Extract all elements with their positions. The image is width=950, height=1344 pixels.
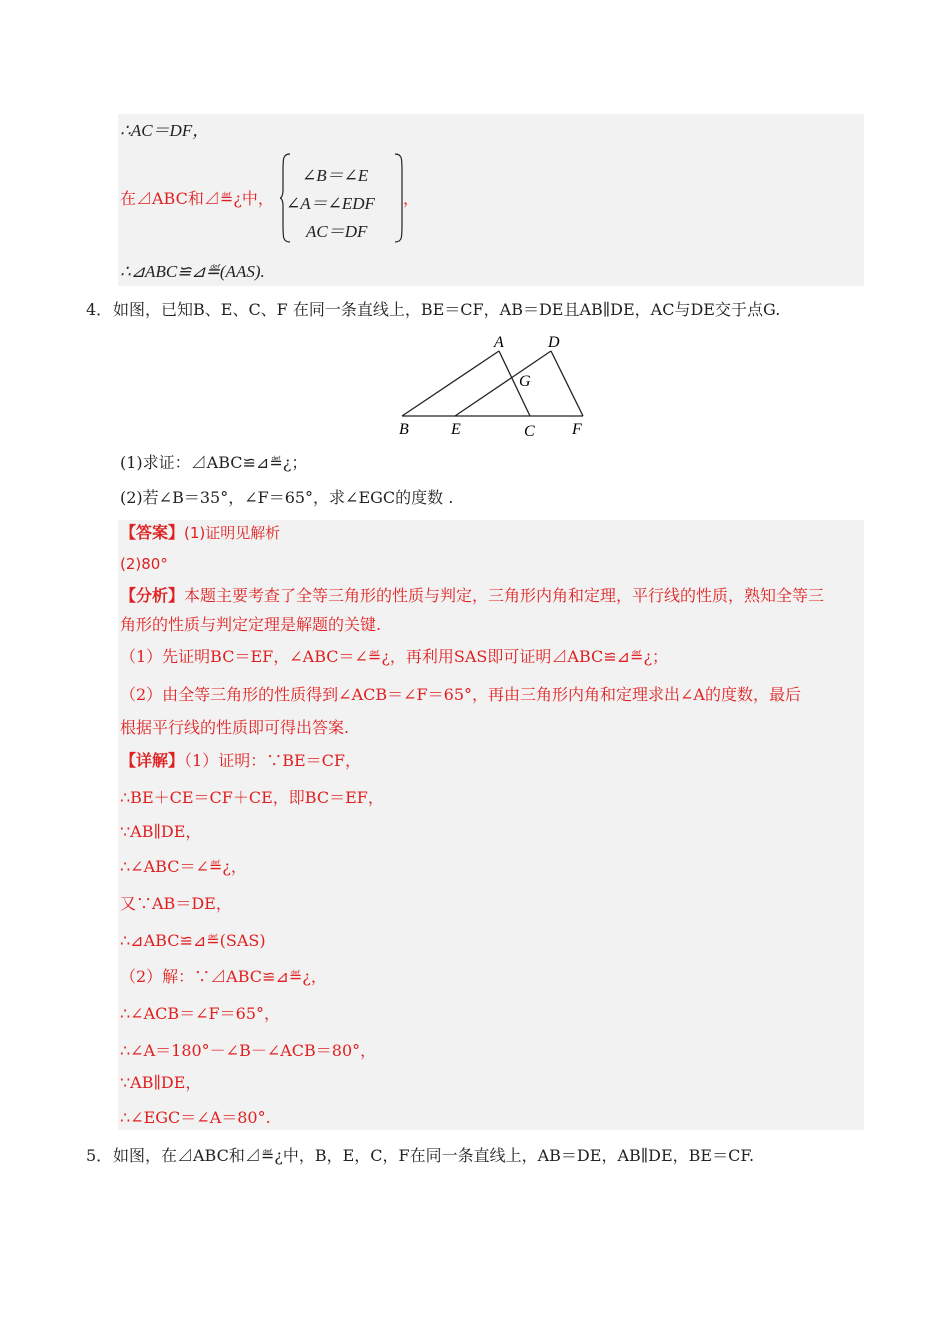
label-G: G <box>519 373 531 390</box>
detail-l8: ∴∠ACB＝∠F＝65°， <box>120 1004 281 1023</box>
analysis-p2: （1）先证明BC＝EF，∠ABC＝∠≝¿，再利用SAS即可证明⊿ABC≌⊿≝¿； <box>120 647 669 666</box>
answer-box <box>118 520 864 1130</box>
label-E: E <box>451 421 461 438</box>
problem4-question1: (1)求证：⊿ABC≌⊿≝¿； <box>120 453 308 472</box>
analysis-p1b: 角形的性质与判定定理是解题的关键. <box>120 615 382 634</box>
answer-line1 <box>120 522 280 544</box>
detail-l7: （2）解：∵⊿ABC≌⊿≝¿， <box>120 967 327 986</box>
answer-part2: (2)80° <box>120 555 168 573</box>
segment-BA <box>402 351 499 416</box>
label-D: D <box>548 334 560 351</box>
detail-l10: ∵AB∥DE， <box>120 1073 202 1092</box>
label-A: A <box>494 334 504 351</box>
analysis-line1 <box>120 585 824 607</box>
detail-l2: ∴BE＋CE＝CF＋CE，即BC＝EF， <box>120 788 384 807</box>
answer-part1: (1)证明见解析 <box>184 524 281 542</box>
detail-l4: ∴∠ABC＝∠≝¿， <box>120 857 247 876</box>
segment-DF <box>551 351 583 416</box>
prev-solution-line2-suffix: ， <box>403 189 420 208</box>
system-row-3: AC＝DF <box>306 222 368 241</box>
problem5-statement: 如图，在⊿ABC和⊿≝¿中，B，E，C，F在同一条直线上，AB＝DE，AB∥DE，BE＝CF. <box>113 1146 755 1165</box>
detail-line1 <box>120 750 361 772</box>
triangle-figure <box>395 330 595 440</box>
analysis-p3b: 根据平行线的性质即可得出答案. <box>120 718 350 737</box>
system-row-1: ∠B＝∠E <box>302 166 369 185</box>
problem4-number: 4． <box>86 300 113 319</box>
problem4-statement: 如图，已知B、E、C、F 在同一条直线上，BE＝CF，AB＝DE且AB∥DE，AC与DE交于点G. <box>113 300 781 319</box>
analysis-tag: 【分析】 <box>120 586 185 605</box>
equation-system <box>280 152 405 244</box>
detail-tag: 【详解】 <box>120 751 185 770</box>
detail-l6: ∴⊿ABC≌⊿≝(SAS) <box>120 931 266 950</box>
analysis-p3a: （2）由全等三角形的性质得到∠ACB＝∠F＝65°，再由三角形内角和定理求出∠A的度数，最后 <box>120 685 801 704</box>
analysis-p1a: 本题主要考查了全等三角形的性质与判定，三角形内角和定理，平行线的性质，熟知全等三 <box>184 586 825 605</box>
detail-l9: ∴∠A＝180°－∠B－∠ACB＝80°， <box>120 1041 377 1060</box>
system-row-2: ∠A＝∠EDF <box>286 194 375 213</box>
prev-solution-line3: ∴⊿ABC≌⊿≝(AAS). <box>120 262 265 281</box>
label-B: B <box>399 421 409 438</box>
label-F: F <box>572 421 582 438</box>
problem5-number: 5． <box>86 1146 113 1165</box>
detail-l5: 又∵AB＝DE， <box>120 894 232 913</box>
detail-l1: （1）证明：∵BE＝CF， <box>184 751 361 770</box>
problem4-question2: (2)若∠B＝35°，∠F＝65°，求∠EGC的度数 . <box>120 488 454 507</box>
detail-l11: ∴∠EGC＝∠A＝80°. <box>120 1108 271 1127</box>
detail-l3: ∵AB∥DE， <box>120 822 202 841</box>
label-C: C <box>524 423 535 440</box>
prev-solution-line2-prefix: 在⊿ABC和⊿≝¿中， <box>120 189 274 208</box>
answer-tag: 【答案】 <box>120 523 185 542</box>
prev-solution-line1: ∴AC＝DF， <box>120 121 210 140</box>
